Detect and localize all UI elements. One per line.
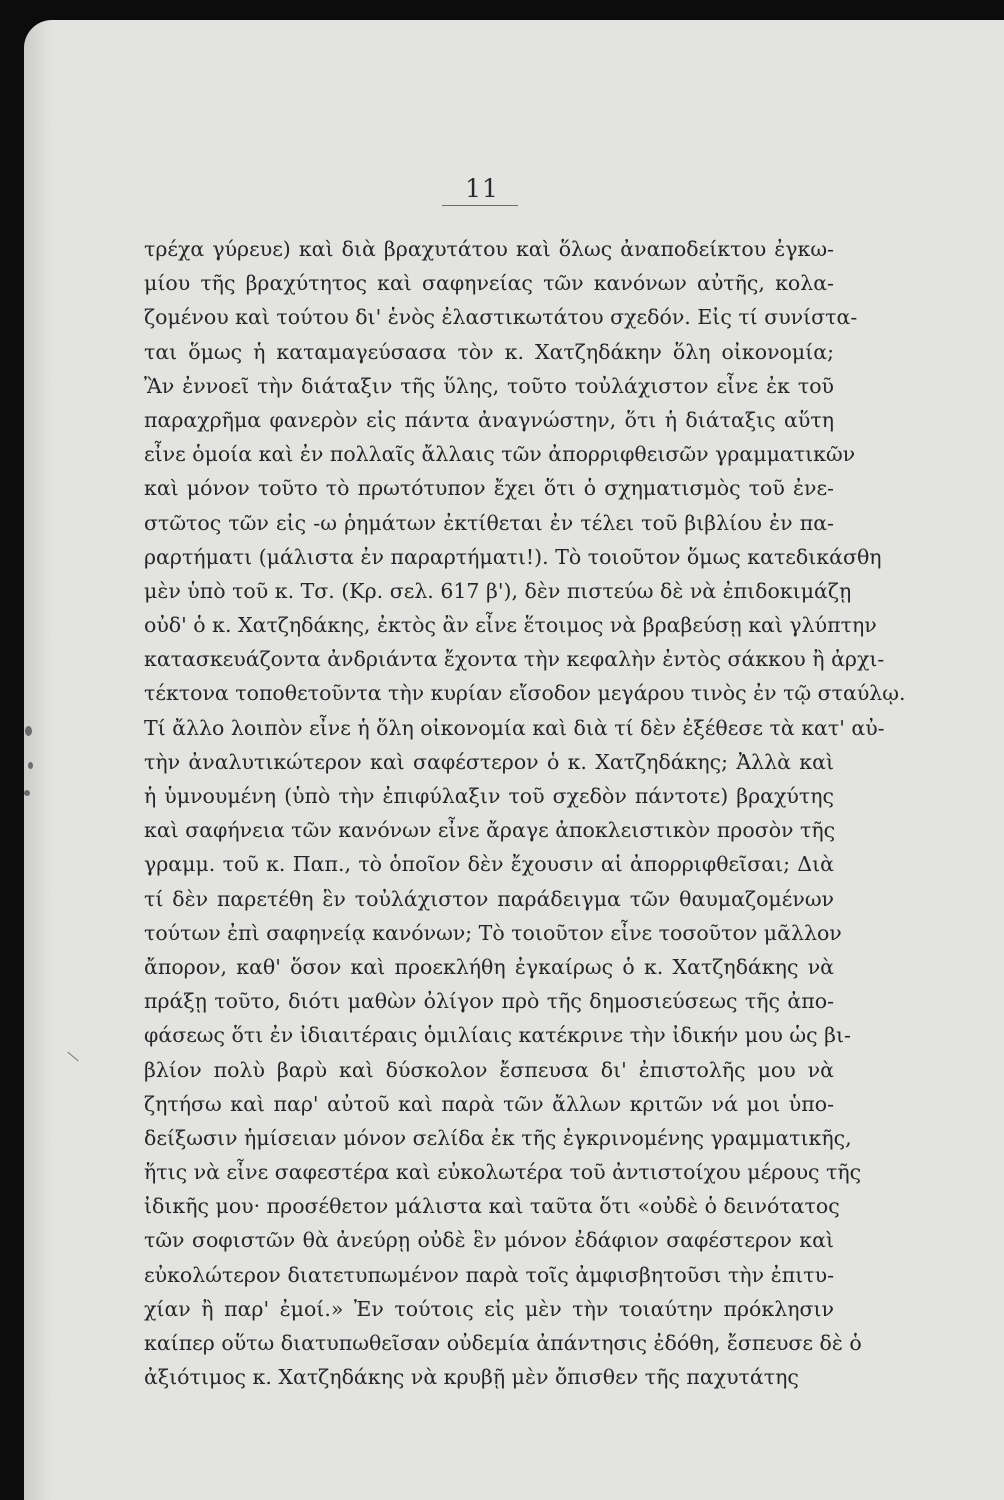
body-text xyxy=(144,232,906,1394)
text-line: ἥτις νὰ εἶνε σαφεστέρα καὶ εὐκολωτέρα τοῦ ἀντιστοίχου μέρους τῆς xyxy=(144,1160,862,1185)
text-line: καίπερ οὕτω διατυπωθεῖσαν οὐδεμία ἀπάντησις ἐδόθη, ἔσπευσε δὲ ὁ xyxy=(144,1331,862,1355)
text-line: Ἂν ἐννοεῖ τὴν διάταξιν τῆς ὕλης, τοῦτο τοὐλάχιστον εἶνε ἐκ τοῦ xyxy=(144,373,834,398)
text-line: εἶνε ὁμοία καὶ ἐν πολλαῖς ἄλλαις τῶν ἀπορριφθεισῶν γραμματικῶν xyxy=(144,442,856,467)
text-line: κατασκευάζοντα ἀνδριάντα ἔχοντα τὴν κεφαλὴν ἐντὸς σάκκου ἢ ἀρχι- xyxy=(144,647,885,672)
text-line: τρέχα γύρευε) καὶ διὰ βραχυτάτου καὶ ὅλως ἀναποδείκτου ἐγκω- xyxy=(144,237,834,261)
text-line: βλίον πολὺ βαρὺ καὶ δύσκολον ἔσπευσα δι' ἐπιστολῆς μου νὰ xyxy=(144,1057,834,1082)
text-line: δείξωσιν ἡμίσειαν μόνον σελίδα ἐκ τῆς ἐγκρινομένης γραμματικῆς, xyxy=(144,1125,852,1150)
text-line: χίαν ἢ παρ' ἐμοί.» Ἐν τούτοις εἰς μὲν τὴν τοιαύτην πρόκλησιν xyxy=(144,1296,834,1321)
edge-specks xyxy=(25,726,32,736)
text-line: καὶ σαφήνεια τῶν κανόνων εἶνε ἄραγε ἀποκλειστικὸν προσὸν τῆς xyxy=(144,818,836,843)
text-line: γραμμ. τοῦ κ. Παπ., τὸ ὁποῖον δὲν ἔχουσιν αἱ ἀπορριφθεῖσαι; Διὰ xyxy=(144,852,834,877)
text-line: Τί ἄλλο λοιπὸν εἶνε ἡ ὅλη οἰκονομία καὶ διὰ τί δὲν ἐξέθεσε τὰ κατ' αὐ- xyxy=(144,715,885,740)
text-line: μὲν ὑπὸ τοῦ κ. Τσ. (Κρ. σελ. 617 β'), δὲν πιστεύω δὲ νὰ ἐπιδοκιμάζῃ xyxy=(144,578,852,603)
margin-pencil-mark xyxy=(67,1052,78,1062)
text-line: ζητήσω καὶ παρ' αὐτοῦ καὶ παρὰ τῶν ἄλλων κριτῶν νά μοι ὑπο- xyxy=(144,1091,834,1116)
text-line: τί δὲν παρετέθη ἓν τοὐλάχιστον παράδειγμα τῶν θαυμαζομένων xyxy=(144,886,834,911)
text-line: φάσεως ὅτι ἐν ἰδιαιτέραις ὁμιλίαις κατέκρινε τὴν ἰδικήν μου ὡς βι- xyxy=(144,1023,851,1048)
page-number-rule xyxy=(442,205,518,206)
edge-specks xyxy=(24,790,30,796)
text-line: ραρτήματι (μάλιστα ἐν παραρτήματι!). Τὸ τοιοῦτον ὅμως κατεδικάσθη xyxy=(144,544,882,569)
text-line: εὐκολώτερον διατετυπωμένον παρὰ τοῖς ἀμφισβητοῦσι τὴν ἐπιτυ- xyxy=(144,1262,834,1287)
text-line: ἀξιότιμος κ. Χατζηδάκης νὰ κρυβῇ μὲν ὄπισθεν τῆς παχυτάτης xyxy=(144,1365,799,1390)
text-line: τῶν σοφιστῶν θὰ ἀνεύρῃ οὐδὲ ἓν μόνον ἐδάφιον σαφέστερον καὶ xyxy=(144,1228,834,1253)
text-line: ἰδικῆς μου· προσέθετον μάλιστα καὶ ταῦτα ὅτι «οὐδὲ ὁ δεινότατος xyxy=(144,1194,840,1219)
text-line: ται ὅμως ἡ καταμαγεύσασα τὸν κ. Χατζηδάκην ὅλη οἰκονομία; xyxy=(144,339,834,364)
page-number: 11 xyxy=(465,174,499,203)
text-line: πράξῃ τοῦτο, διότι μαθὼν ὀλίγον πρὸ τῆς δημοσιεύσεως τῆς ἀπο- xyxy=(144,989,834,1014)
book-page xyxy=(24,20,1004,1500)
text-line: ζομένου καὶ τούτου δι' ἑνὸς ἐλαστικωτάτου σχεδόν. Εἰς τί συνίστα- xyxy=(144,305,858,330)
text-line: τούτων ἐπὶ σαφηνείᾳ κανόνων; Τὸ τοιοῦτον εἶνε τοσοῦτον μᾶλλον xyxy=(144,920,842,945)
text-line: τὴν ἀναλυτικώτερον καὶ σαφέστερον ὁ κ. Χατζηδάκης; Ἀλλὰ καὶ xyxy=(144,749,834,774)
text-line: στῶτος τῶν εἰς -ω ῥημάτων ἐκτίθεται ἐν τέλει τοῦ βιβλίου ἐν πα- xyxy=(144,510,834,535)
edge-specks xyxy=(28,762,33,769)
text-line: οὐδ' ὁ κ. Χατζηδάκης, ἐκτὸς ἂν εἶνε ἕτοιμος νὰ βραβεύσῃ καὶ γλύπτην xyxy=(144,613,877,638)
text-line: ἡ ὑμνουμένη (ὑπὸ τὴν ἐπιφύλαξιν τοῦ σχεδὸν πάντοτε) βραχύτης xyxy=(144,784,834,808)
text-line: καὶ μόνον τοῦτο τὸ πρωτότυπον ἔχει ὅτι ὁ σχηματισμὸς τοῦ ἐνε- xyxy=(144,476,834,501)
text-line: τέκτονα τοποθετοῦντα τὴν κυρίαν εἴσοδον μεγάρου τινὸς ἐν τῷ σταύλῳ. xyxy=(144,681,906,706)
text-line: ἄπορον, καθ' ὅσον καὶ προεκλήθη ἐγκαίρως ὁ κ. Χατζηδάκης νὰ xyxy=(144,954,834,979)
text-line: παραχρῆμα φανερὸν εἰς πάντα ἀναγνώστην, ὅτι ἡ διάταξις αὕτη xyxy=(144,407,834,432)
text-line: μίου τῆς βραχύτητος καὶ σαφηνείας τῶν κανόνων αὐτῆς, κολα- xyxy=(144,271,834,296)
